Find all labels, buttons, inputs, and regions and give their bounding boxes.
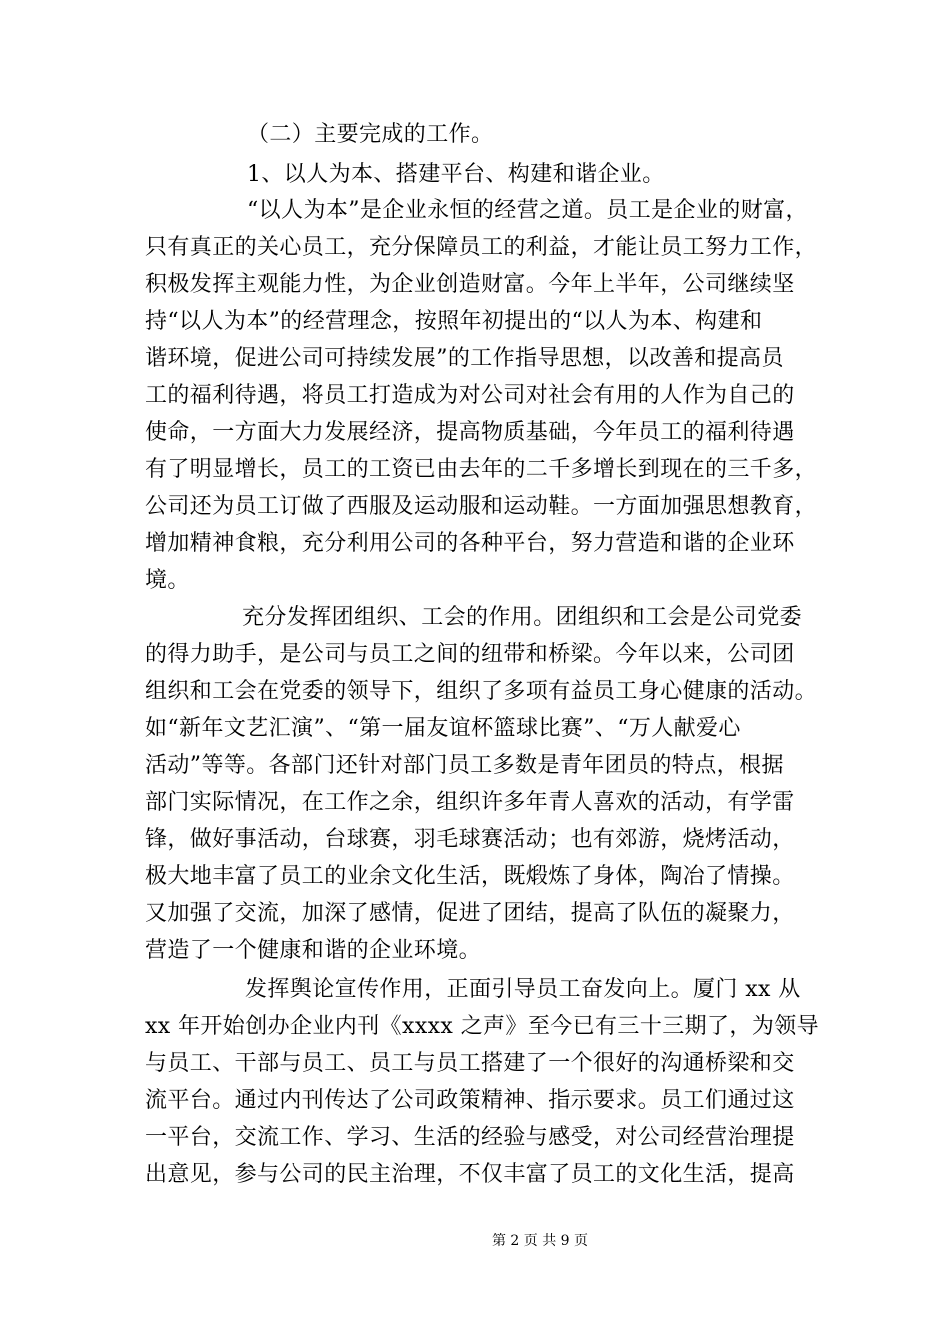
paragraph-line: 营造了一个健康和谐的企业环境。	[145, 938, 482, 963]
paragraph-line: 出意见，参与公司的民主治理，不仅丰富了员工的文化生活，提高	[145, 1162, 795, 1187]
paragraph-line: 如“新年文艺汇演”、“第一届友谊杯篮球比赛”、“万人献爱心	[145, 716, 741, 741]
paragraph-line: 组织和工会在党委的领导下，组织了多项有益员工身心健康的活动。	[145, 679, 818, 704]
paragraph-line: 境。	[145, 568, 190, 593]
paragraph-line: 只有真正的关心员工，充分保障员工的利益，才能让员工努力工作，	[145, 235, 818, 260]
paragraph-line: 一平台，交流工作、学习、生活的经验与感受，对公司经营治理提	[145, 1125, 795, 1150]
paragraph-line: 工的福利待遇，将员工打造成为对公司对社会有用的人作为自己的	[145, 383, 795, 408]
paragraph-line: 使命，一方面大力发展经济，提高物质基础，今年员工的福利待遇	[145, 420, 795, 445]
paragraph-line: 的得力助手，是公司与员工之间的纽带和桥梁。今年以来，公司团	[145, 642, 795, 667]
paragraph-line: 又加强了交流，加深了感情，促进了团结，提高了队伍的凝聚力，	[145, 901, 795, 926]
paragraph-line: 持“以人为本”的经营理念，按照年初提出的“以人为本、构建和	[145, 309, 763, 334]
paragraph-line: “以人为本”是企业永恒的经营之道。员工是企业的财富，	[247, 198, 808, 223]
paragraph-line: 活动”等等。各部门还针对部门员工多数是青年团员的特点，根据	[145, 753, 784, 778]
paragraph-line: xx 年开始创办企业内刊《xxxx 之声》至今已有三十三期了，为领导	[145, 1014, 820, 1039]
paragraph-line: 锋，做好事活动，台球赛，羽毛球赛活动；也有郊游，烧烤活动，	[145, 827, 795, 852]
paragraph-line: 充分发挥团组织、工会的作用。团组织和工会是公司党委	[242, 605, 803, 630]
paragraph-line: 极大地丰富了员工的业余文化生活，既煅炼了身体，陶冶了情操。	[145, 864, 795, 889]
paragraph-line: 部门实际情况，在工作之余，组织许多年青人喜欢的活动，有学雷	[145, 790, 795, 815]
paragraph-line: 积极发挥主观能力性，为企业创造财富。今年上半年，公司继续坚	[145, 272, 795, 297]
paragraph-line: 有了明显增长，员工的工资已由去年的二千多增长到现在的三千多，	[145, 457, 818, 482]
paragraph-line: 与员工、干部与员工、员工与员工搭建了一个很好的沟通桥梁和交	[145, 1051, 795, 1076]
paragraph-line: 谐环境，促进公司可持续发展”的工作指导思想，以改善和提高员	[145, 346, 784, 371]
section-heading: （二）主要完成的工作。	[247, 122, 494, 147]
paragraph-line: 流平台。通过内刊传达了公司政策精神、指示要求。员工们通过这	[145, 1088, 795, 1113]
paragraph-line: 公司还为员工订做了西服及运动服和运动鞋。一方面加强思想教育，	[145, 494, 818, 519]
paragraph-line: 发挥舆论宣传作用，正面引导员工奋发向上。厦门 xx 从	[245, 977, 801, 1002]
paragraph-line: 增加精神食粮，充分利用公司的各种平台，努力营造和谐的企业环	[145, 531, 795, 556]
subsection-heading: 1、以人为本、搭建平台、构建和谐企业。	[247, 162, 665, 187]
page-footer: 第 2 页 共 9 页	[491, 1233, 589, 1249]
